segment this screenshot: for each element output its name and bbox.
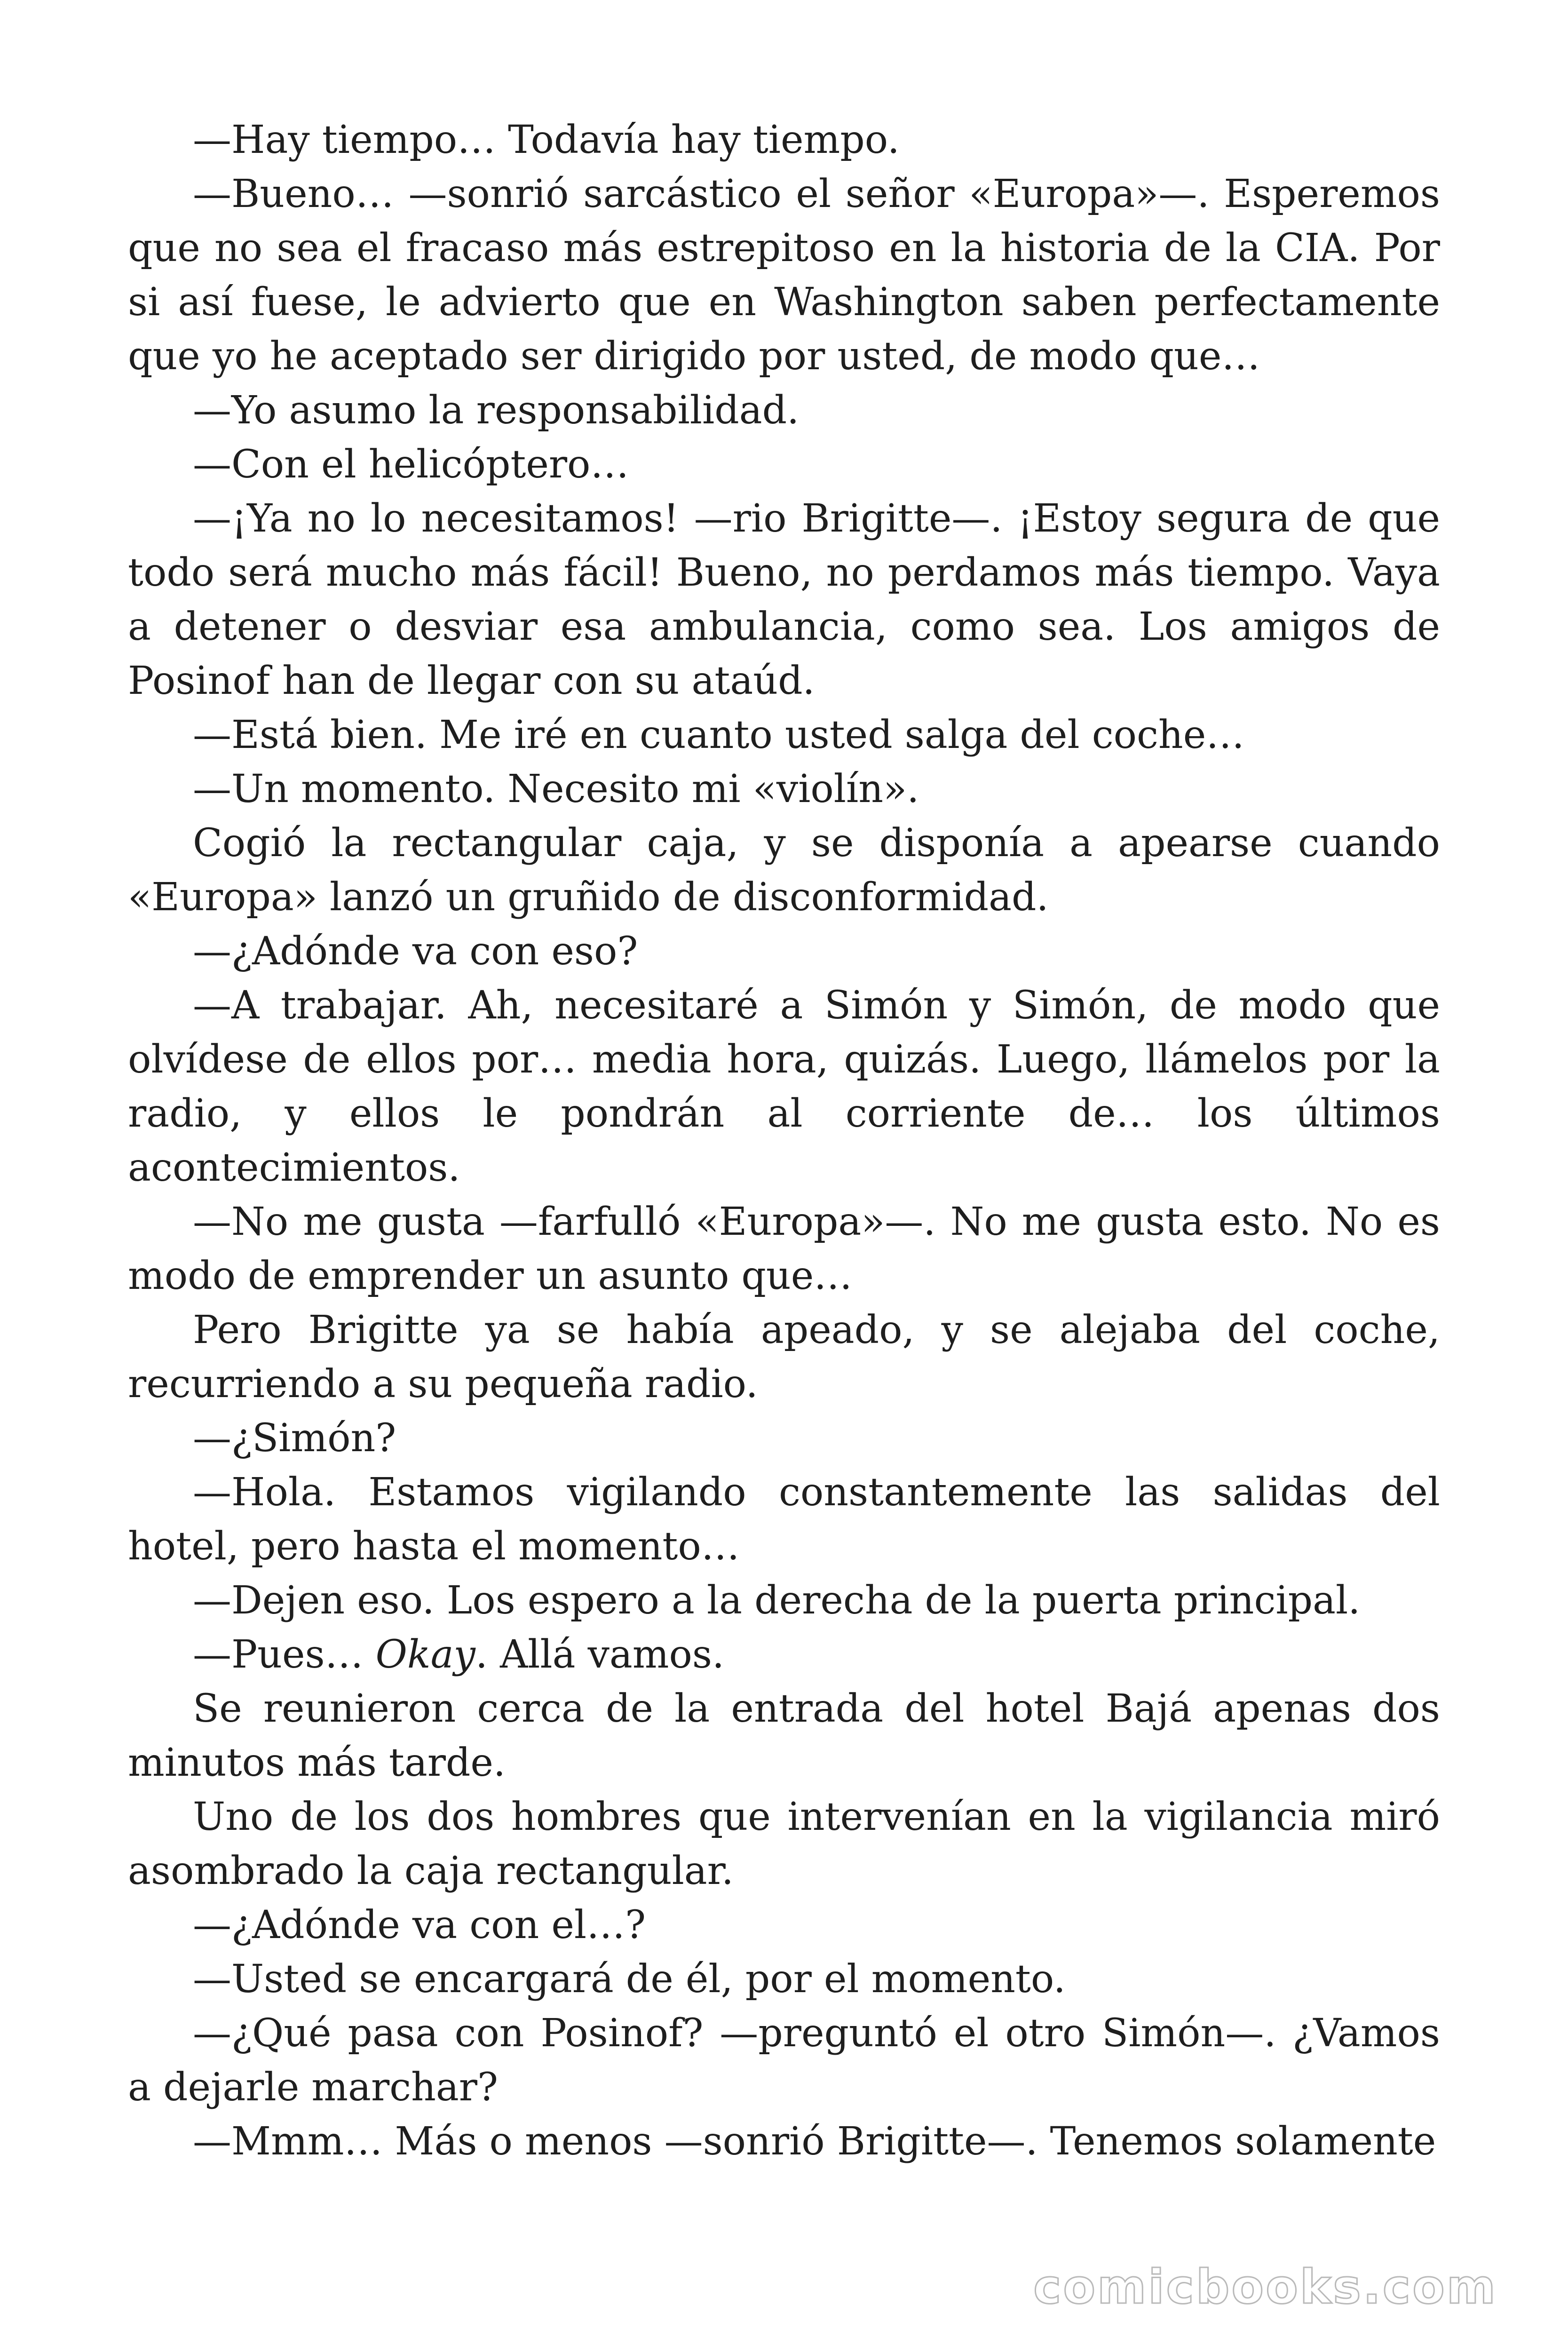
paragraph: —Bueno… —sonrió sarcástico el señor «Europa»—. Esperemos que no sea el fracaso más estrepitoso en la historia de la CIA. Por si así fuese, le advierto que en Washington saben perfectamente que yo he aceptado ser dirigido por usted, de modo que… [128,172,1440,379]
paragraph: —Yo asumo la responsabilidad. [193,388,800,433]
body-text [128,113,1440,2169]
paragraph: —Usted se encargará de él, por el momento. [193,1957,1066,2002]
paragraph [128,1628,1440,1682]
paragraph: —Con el helicóptero… [193,442,629,487]
paragraph: —Un momento. Necesito mi «violín». [193,767,919,811]
paragraph-text: —Pues… [193,1632,376,1677]
paragraph: —¿Adónde va con el…? [193,1903,646,1947]
paragraph: Cogió la rectangular caja, y se disponía a apearse cuando «Europa» lanzó un gruñido de disconformidad. [128,821,1440,920]
italic-word: Okay [375,1632,475,1677]
paragraph: —A trabajar. Ah, necesitaré a Simón y Simón, de modo que olvídese de ellos por… media hora, quizás. Luego, llámelos por la radio, y ellos le pondrán al corriente de… los últimos acontecimientos. [128,983,1440,1190]
paragraph: Se reunieron cerca de la entrada del hotel Bajá apenas dos minutos más tarde. [128,1686,1440,1785]
paragraph: —Hay tiempo… Todavía hay tiempo. [193,118,900,162]
paragraph: Pero Brigitte ya se había apeado, y se alejaba del coche, recurriendo a su pequeña radio. [128,1308,1440,1406]
paragraph: Uno de los dos hombres que intervenían en la vigilancia miró asombrado la caja rectangular. [128,1795,1440,1893]
paragraph: —Dejen eso. Los espero a la derecha de la puerta principal. [193,1578,1361,1623]
paragraph: —Está bien. Me iré en cuanto usted salga del coche… [193,713,1245,757]
watermark: comicbooks.com [1033,2259,1497,2314]
paragraph: —¿Adónde va con eso? [193,929,638,974]
paragraph: —Hola. Estamos vigilando constantemente las salidas del hotel, pero hasta el momento… [128,1470,1440,1569]
paragraph-text: . Allá vamos. [475,1632,725,1677]
paragraph: —¡Ya no lo necesitamos! —rio Brigitte—. ¡Estoy segura de que todo será mucho más fácil! Bueno, no perdamos más tiempo. Vaya a detener o desviar esa ambulancia, como sea. Los amigos de Posinof han de llegar con su ataúd. [128,496,1440,703]
paragraph: —No me gusta —farfulló «Europa»—. No me gusta esto. No es modo de emprender un asunto que… [128,1200,1440,1298]
paragraph: —Mmm… Más o menos —sonrió Brigitte—. Tenemos solamente [193,2119,1436,2164]
paragraph: —¿Simón? [193,1416,396,1461]
paragraph: —¿Qué pasa con Posinof? —preguntó el otro Simón—. ¿Vamos a dejarle marchar? [128,2011,1440,2110]
